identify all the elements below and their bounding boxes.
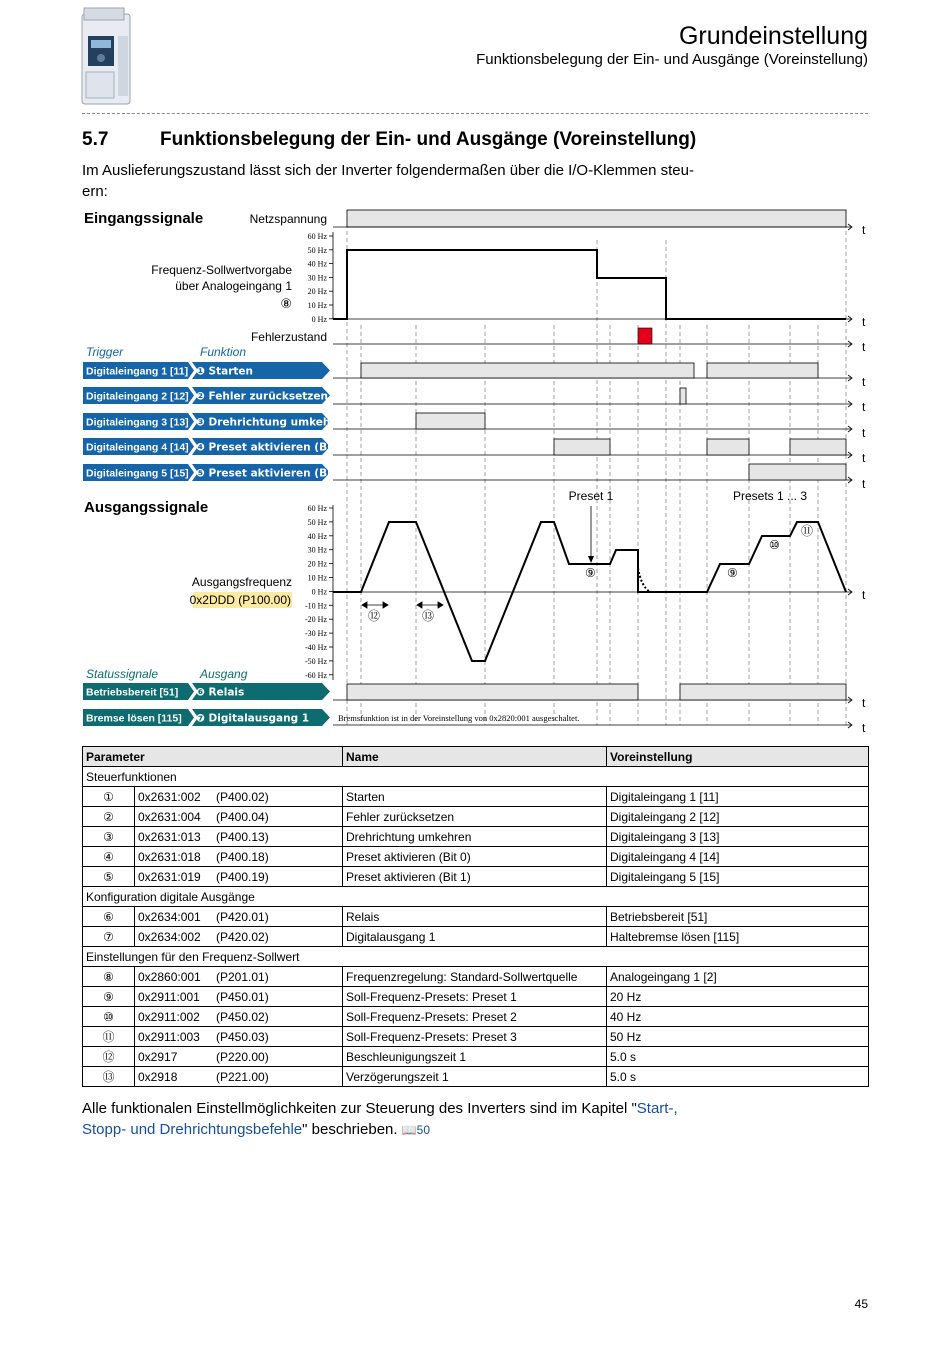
parameter-cell	[135, 1067, 343, 1087]
parameter-code: 0x2631:002	[138, 789, 201, 804]
table-row	[83, 1027, 869, 1047]
time-label: t	[862, 696, 866, 710]
table-header-default: Voreinstellung	[607, 747, 869, 767]
output-tick-label: 20 Hz	[307, 559, 327, 569]
parameter-cell	[135, 907, 343, 927]
table-row	[83, 827, 869, 847]
section-title: Funktionsbelegung der Ein- und Ausgänge (Voreinstellung)	[160, 129, 697, 150]
parameter-index: (P400.02)	[216, 789, 269, 804]
row-number: ①	[83, 787, 135, 807]
input-signals-heading: Eingangssignale	[84, 210, 204, 227]
parameter-cell	[135, 987, 343, 1007]
parameter-index: (P420.02)	[216, 929, 269, 944]
parameter-default: Betriebsbereit [51]	[607, 907, 869, 927]
page-reference-link[interactable]	[402, 1123, 430, 1137]
parameter-name: Preset aktivieren (Bit 1)	[343, 867, 607, 887]
setpoint-label-line2: über Analogeingang 1	[175, 279, 292, 293]
table-group-row	[83, 887, 869, 907]
parameter-index: (P420.01)	[216, 909, 269, 924]
trigger-label: Betriebsbereit [51]	[86, 686, 179, 699]
input-tick-label: 0 Hz	[311, 314, 327, 324]
decel-time-marker: ⑬	[422, 609, 435, 623]
table-header-parameter: Parameter	[83, 747, 343, 767]
presets-1-3-label: Presets 1 ... 3	[732, 489, 808, 503]
table-group-title: Steuerfunktionen	[83, 767, 869, 787]
mains-voltage-label: Netzspannung	[249, 212, 327, 226]
parameter-index: (P201.01)	[216, 969, 269, 984]
footer-text-after: " beschrieben.	[302, 1121, 398, 1138]
parameter-index: (P400.19)	[216, 869, 269, 884]
parameter-cell	[135, 867, 343, 887]
row-number: ⑦	[83, 927, 135, 947]
chapter-link[interactable]: Start-, Stopp- und Drehrichtungsbefehle	[82, 1100, 678, 1138]
trigger-label: Digitaleingang 5 [15]	[86, 467, 189, 480]
preset-1-label: Preset 1	[568, 489, 614, 503]
parameter-name: Beschleunigungszeit 1	[343, 1047, 607, 1067]
brake-function-note: Bremsfunktion ist in der Voreinstellung von 0x2820:001 ausgeschaltet.	[338, 713, 580, 723]
parameter-default: 5.0 s	[607, 1067, 869, 1087]
setpoint-curve	[333, 250, 846, 319]
table-row	[83, 907, 869, 927]
table-row	[83, 1047, 869, 1067]
row-number: ⑥	[83, 907, 135, 927]
parameter-code: 0x2631:004	[138, 809, 201, 824]
table-row	[83, 787, 869, 807]
section-intro: Im Auslieferungszustand lässt sich der Inverter folgendermaßen über die I/O-Klemmen steu-ern:	[82, 162, 694, 200]
input-tick-label: 30 Hz	[307, 273, 327, 283]
relay-pulses	[347, 684, 846, 700]
input-tick-label: 50 Hz	[307, 245, 327, 255]
output-tick-label: -60 Hz	[305, 670, 327, 680]
input-tick-label: 10 Hz	[307, 301, 327, 310]
footer-text-before: Alle funktionalen Einstellmöglichkeiten zur Steuerung des Inverters sind im Kapitel "	[82, 1100, 637, 1117]
coast-stop-curve	[638, 568, 650, 592]
table-group-row	[83, 947, 869, 967]
output-column-header: Ausgang	[200, 667, 248, 681]
row-number: ③	[83, 827, 135, 847]
parameter-default: Digitaleingang 2 [12]	[607, 807, 869, 827]
header-title: Grundeinstellung	[678, 22, 868, 50]
time-label: t	[862, 223, 866, 237]
parameter-code: 0x2631:019	[138, 869, 201, 884]
parameter-code: 0x2911:001	[138, 989, 200, 1004]
function-label: ❸ Drehrichtung umkehren	[196, 416, 351, 429]
function-label: ❼ Digitalausgang 1	[196, 712, 310, 725]
parameter-default: 50 Hz	[607, 1027, 869, 1047]
parameter-cell	[135, 967, 343, 987]
time-label: t	[862, 400, 866, 414]
time-label: t	[862, 451, 866, 465]
preset-1-marker: ⑨	[727, 566, 738, 580]
parameter-cell	[135, 807, 343, 827]
trigger-label: Bremse lösen [115]	[86, 712, 182, 725]
row-number: ⑧	[83, 967, 135, 987]
row-number: ④	[83, 847, 135, 867]
time-label: t	[862, 340, 866, 354]
trigger-label: Digitaleingang 1 [11]	[86, 365, 189, 378]
output-frequency-param: 0x2DDD (P100.00)	[189, 593, 291, 607]
parameter-default: Analogeingang 1 [2]	[607, 967, 869, 987]
output-frequency-label: Ausgangsfrequenz	[191, 575, 292, 589]
status-column-header: Statussignale	[86, 667, 159, 681]
parameter-code: 0x2631:013	[138, 829, 201, 844]
table-row	[83, 967, 869, 987]
table-group-title: Einstellungen für den Frequenz-Sollwert	[83, 947, 869, 967]
output-tick-label: 10 Hz	[307, 573, 327, 583]
parameter-name: Digitalausgang 1	[343, 927, 607, 947]
trigger-label: Digitaleingang 3 [13]	[86, 416, 189, 429]
parameter-code: 0x2631:018	[138, 849, 201, 864]
accel-decel-arrows	[362, 602, 443, 608]
output-tick-label: 60 Hz	[307, 504, 327, 513]
parameter-default: 40 Hz	[607, 1007, 869, 1027]
parameter-cell	[135, 1007, 343, 1027]
parameter-table	[82, 746, 869, 1087]
preset-2-marker: ⑩	[769, 538, 780, 552]
parameter-index: (P450.02)	[216, 1009, 269, 1024]
parameter-default: Digitaleingang 1 [11]	[607, 787, 869, 807]
table-row	[83, 927, 869, 947]
time-label: t	[862, 588, 866, 602]
row-number: ⑪	[83, 1027, 135, 1047]
output-tick-label: -50 Hz	[305, 656, 327, 666]
book-icon: 📖	[401, 1123, 417, 1137]
parameter-index: (P450.03)	[216, 1029, 269, 1044]
row-number: ⑩	[83, 1007, 135, 1027]
output-tick-label: -10 Hz	[305, 601, 327, 611]
output-tick-label: -20 Hz	[305, 615, 327, 625]
parameter-name: Relais	[343, 907, 607, 927]
function-label: ❹ Preset aktivieren (Bit 0)	[196, 441, 352, 454]
parameter-code: 0x2911:002	[138, 1009, 200, 1024]
parameter-default: 5.0 s	[607, 1047, 869, 1067]
row-number: ⑤	[83, 867, 135, 887]
parameter-default: Digitaleingang 4 [14]	[607, 847, 869, 867]
table-row	[83, 867, 869, 887]
table-row	[83, 1007, 869, 1027]
digital-input-pulses	[361, 363, 846, 480]
output-tick-label: 0 Hz	[311, 587, 327, 597]
table-row	[83, 987, 869, 1007]
parameter-cell	[135, 1047, 343, 1067]
output-tick-label: 30 Hz	[307, 545, 327, 555]
parameter-code: 0x2634:001	[138, 909, 201, 924]
time-label: t	[862, 315, 866, 329]
parameter-index: (P221.00)	[216, 1069, 269, 1084]
parameter-name: Preset aktivieren (Bit 0)	[343, 847, 607, 867]
parameter-cell	[135, 827, 343, 847]
parameter-cell	[135, 787, 343, 807]
parameter-name: Fehler zurücksetzen	[343, 807, 607, 827]
row-number: ⑬	[83, 1067, 135, 1087]
parameter-code: 0x2917	[138, 1049, 178, 1064]
page-number: 45	[854, 1297, 868, 1311]
output-tick-label: 40 Hz	[307, 531, 327, 541]
input-tick-label: 60 Hz	[307, 232, 327, 241]
preset-3-marker: ⑪	[801, 524, 814, 538]
parameter-name: Soll-Frequenz-Presets: Preset 2	[343, 1007, 607, 1027]
output-tick-label: -30 Hz	[305, 629, 327, 639]
parameter-name: Soll-Frequenz-Presets: Preset 1	[343, 987, 607, 1007]
parameter-default: Digitaleingang 5 [15]	[607, 867, 869, 887]
row-number: ②	[83, 807, 135, 827]
output-tick-label: -40 Hz	[305, 643, 327, 652]
table-row	[83, 807, 869, 827]
setpoint-marker: ⑧	[280, 297, 292, 312]
time-label: t	[862, 721, 866, 735]
trigger-label: Digitaleingang 4 [14]	[86, 441, 189, 454]
preset-1-marker: ⑨	[585, 566, 596, 580]
parameter-cell	[135, 847, 343, 867]
parameter-cell	[135, 1027, 343, 1047]
parameter-name: Verzögerungszeit 1	[343, 1067, 607, 1087]
parameter-code: 0x2911:003	[138, 1029, 200, 1044]
time-label: t	[862, 426, 866, 440]
parameter-index: (P220.00)	[216, 1049, 269, 1064]
row-number: ⑨	[83, 987, 135, 1007]
setpoint-label-line1: Frequenz-Sollwertvorgabe	[151, 263, 292, 277]
parameter-name: Starten	[343, 787, 607, 807]
parameter-default: Haltebremse lösen [115]	[607, 927, 869, 947]
section-number: 5.7	[82, 129, 109, 150]
parameter-index: (P400.18)	[216, 849, 269, 864]
parameter-code: 0x2634:002	[138, 929, 201, 944]
table-group-title: Konfiguration digitale Ausgänge	[83, 887, 869, 907]
table-header-name: Name	[343, 747, 607, 767]
parameter-code: 0x2860:001	[138, 969, 201, 984]
parameter-cell	[135, 927, 343, 947]
output-tick-label: 50 Hz	[307, 517, 327, 527]
table-row	[83, 847, 869, 867]
trigger-column-header: Trigger	[86, 345, 124, 359]
parameter-name: Drehrichtung umkehren	[343, 827, 607, 847]
trigger-label: Digitaleingang 2 [12]	[86, 390, 189, 403]
time-label: t	[862, 477, 866, 491]
parameter-index: (P450.01)	[216, 989, 269, 1004]
parameter-default: 20 Hz	[607, 987, 869, 1007]
mains-voltage-pulse	[347, 210, 846, 227]
input-tick-label: 40 Hz	[307, 259, 327, 269]
header-subtitle: Funktionsbelegung der Ein- und Ausgänge (Voreinstellung)	[476, 51, 868, 68]
time-label: t	[862, 375, 866, 389]
function-label: ❷ Fehler zurücksetzen	[196, 390, 328, 403]
function-label: ❻ Relais	[196, 686, 245, 699]
parameter-index: (P400.13)	[216, 829, 269, 844]
output-signals-heading: Ausgangssignale	[84, 499, 209, 516]
function-label: ❶ Starten	[196, 365, 254, 378]
table-row	[83, 1067, 869, 1087]
table-group-row	[83, 767, 869, 787]
page-reference-number: 50	[416, 1123, 431, 1137]
input-tick-label: 20 Hz	[307, 287, 327, 297]
error-state-label: Fehlerzustand	[250, 330, 327, 344]
parameter-code: 0x2918	[138, 1069, 178, 1084]
row-number: ⑫	[83, 1047, 135, 1067]
parameter-default: Digitaleingang 3 [13]	[607, 827, 869, 847]
accel-time-marker: ⑫	[368, 609, 381, 623]
function-column-header: Funktion	[200, 345, 247, 359]
error-state-pulse	[638, 328, 652, 344]
parameter-name: Soll-Frequenz-Presets: Preset 3	[343, 1027, 607, 1047]
parameter-name: Frequenzregelung: Standard-Sollwertquelle	[343, 967, 607, 987]
table-header-row	[83, 747, 869, 767]
parameter-index: (P400.04)	[216, 809, 269, 824]
footer-paragraph	[82, 1098, 722, 1141]
function-label: ❺ Preset aktivieren (Bit 1)	[196, 467, 352, 480]
